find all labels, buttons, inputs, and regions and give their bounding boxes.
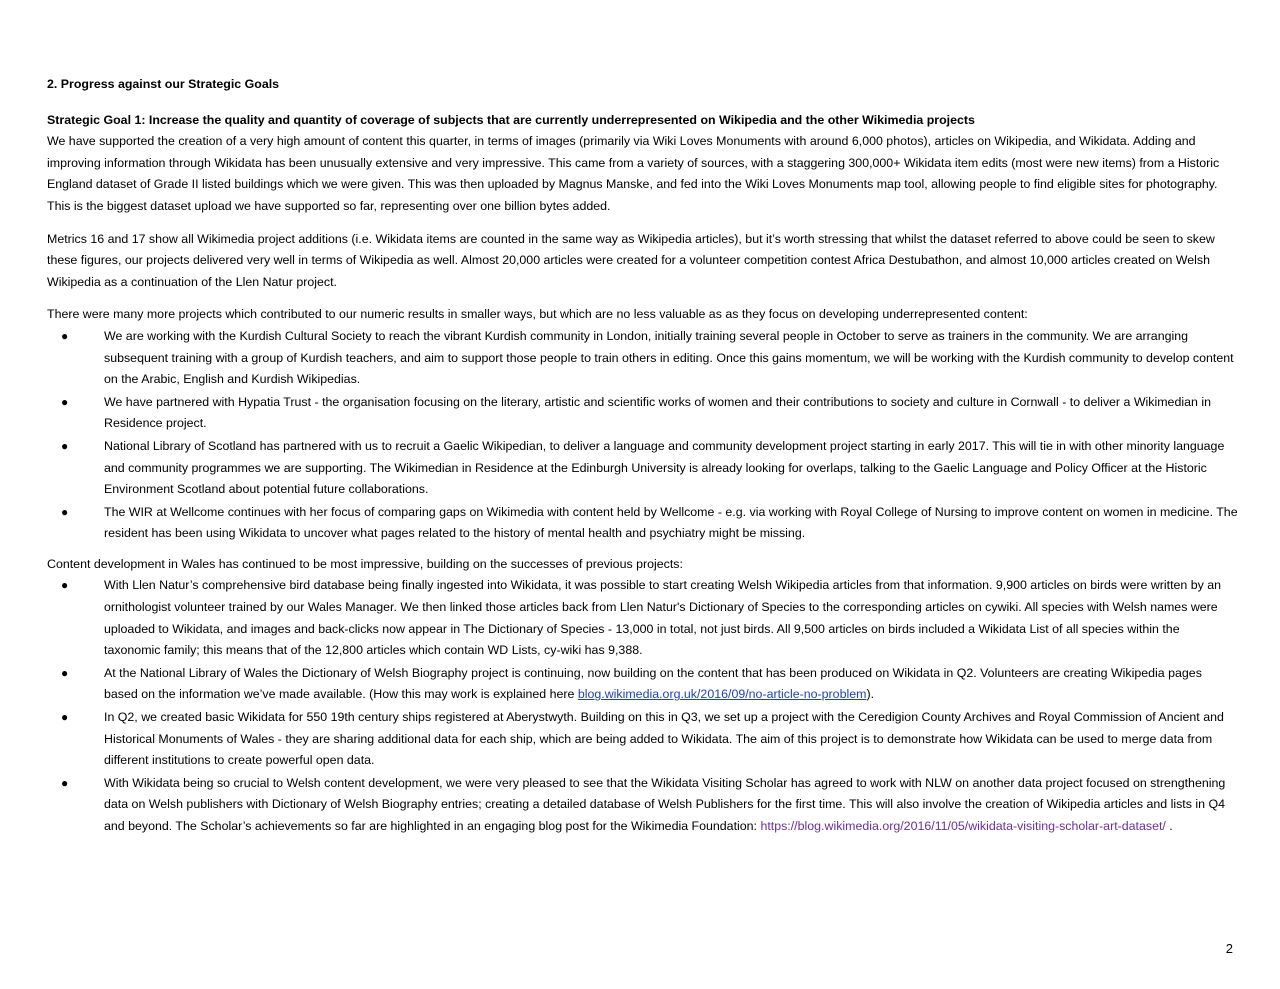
list-item-text: The WIR at Wellcome continues with her focus of comparing gaps on Wikimedia with content held by Wellcome - e.g. via working with Royal College of Nursing to improve content on women in medicine. The resident has been using Wikidata to uncover what pages related to the history of mental health and psychiatry might be missing. bbox=[104, 504, 1238, 541]
bullet-icon: ● bbox=[61, 578, 69, 593]
list-item-text: We are working with the Kurdish Cultural Society to reach the vibrant Kurdish community in London, initially training several people in October to serve as trainers in the community. We are arranging subsequent training with a group of Kurdish teachers, and aim to support those people to train others in editing. Once this gains momentum, we will be working with the Kurdish community to develop content on the Arabic, English and Kurdish Wikipedias. bbox=[104, 328, 1234, 387]
list-item-text: With Llen Natur’s comprehensive bird database being finally ingested into Wikidata, it was possible to start creating Welsh Wikipedia articles from that information. 9,900 articles on birds were written by an ornithologist volunteer trained by our Wales Manager. We then linked those articles back from Llen Natur's Dictionary of Species to the corresponding articles on cywiki. All species with Welsh names were uploaded to Wikidata, and images and back-clicks now appear in The Dictionary of Species - 13,000 in total, not just birds. All 9,500 articles on birds included a Wikidata List of all species within the taxonomic family; this means that of the 12,800 articles which contain WD Lists, cy-wiki has 9,388. bbox=[104, 578, 1222, 658]
section-title: 2. Progress against our Strategic Goals bbox=[47, 77, 280, 91]
list-item bbox=[47, 392, 1239, 435]
bullet-icon: ● bbox=[61, 775, 69, 790]
list-item-text: In Q2, we created basic Wikidata for 550 19th century ships registered at Aberystwyth. Building on this in Q3, we set up a project with the Ceredigion County Archives and Royal Commission of Ancient and Historical Monuments of Wales - they are sharing additional data for each ship, which are being added to Wikidata. The aim of this project is to demonstrate how Wikidata can be used to merge data from different institutions to create powerful open data. bbox=[104, 710, 1224, 768]
list-item-text-tail: ). bbox=[866, 687, 875, 702]
list-item-text: At the National Library of Wales the Dictionary of Welsh Biography project is continuing, now building on the content that has been produced on Wikidata in Q2. Volunteers are creating Wikipedia pages based on the information we’ve made available. (How this may work is explained here bbox=[104, 665, 1202, 702]
bullet-icon: ● bbox=[61, 438, 69, 453]
paragraph-wales: Content development in Wales has continued to be most impressive, building on the successes of previous projects: bbox=[47, 556, 683, 571]
goal-title: Strategic Goal 1: Increase the quality and quantity of coverage of subjects that are currently underrepresented on Wikipedia and the other Wikimedia projects bbox=[47, 112, 975, 127]
list-item bbox=[47, 707, 1239, 772]
bullet-icon: ● bbox=[61, 394, 69, 409]
document-page bbox=[47, 74, 1239, 839]
paragraph-wiki-loves-monuments: We have supported the creation of a very high amount of content this quarter, in terms of images (primarily via Wiki Loves Monuments with around 6,000 photos), articles on Wikipedia, and Wikidata. Adding and improving information through Wikidata has been unusually extensive and very impressive. This came from a variety of sources, with a staggering 300,000+ Wikidata item edits (most were new items) from a Historic England dataset of Grade II listed buildings which we were given. This was then uploaded by Magnus Manske, and fed into the Wiki Loves Monuments map tool, allowing people to find eligible sites for photography. This is the biggest dataset upload we have supported so far, representing over one billion bytes added. bbox=[47, 134, 1220, 213]
bullet-icon: ● bbox=[61, 665, 69, 680]
wales-list bbox=[47, 575, 1239, 837]
list-item-text-tail: . bbox=[1165, 819, 1173, 833]
list-item-text: We have partnered with Hypatia Trust - the organisation focusing on the literary, artistic and scientific works of women and their contributions to society and culture in Cornwall - to deliver a Wikimedian in Residence project. bbox=[104, 394, 1211, 431]
projects-list bbox=[47, 326, 1239, 545]
paragraph-metrics: Metrics 16 and 17 show all Wikimedia project additions (i.e. Wikidata items are counted in the same way as Wikipedia articles), but it’s worth stressing that whilst the dataset referred to above could be seen to skew these figures, our projects delivered very well in terms of Wikipedia as well. Almost 20,000 articles were created for a volunteer competition contest Africa Destubathon, and almost 10,000 articles created on Welsh Wikipedia as a continuation of the Llen Natur project. bbox=[47, 231, 1215, 289]
bullet-icon: ● bbox=[61, 504, 69, 519]
list-item-text: National Library of Scotland has partnered with us to recruit a Gaelic Wikipedian, to deliver a language and community development project starting in early 2017. This will tie in with other minority language and community programmes we are supporting. The Wikimedian in Residence at the Edinburgh University is already looking for overlaps, talking to the Gaelic Language and Policy Officer at the Historic Environment Scotland about potential future collaborations. bbox=[104, 438, 1225, 497]
list-item bbox=[47, 575, 1239, 661]
list-item bbox=[47, 326, 1239, 391]
spacer bbox=[47, 218, 1239, 229]
spacer bbox=[47, 293, 1239, 304]
list-item bbox=[47, 663, 1239, 706]
bullet-icon: ● bbox=[61, 328, 69, 343]
spacer bbox=[47, 96, 1239, 110]
blog-link[interactable]: blog.wikimedia.org.uk/2016/09/no-article-no-problem bbox=[577, 687, 867, 702]
page-number: 2 bbox=[1225, 941, 1233, 956]
spacer bbox=[47, 546, 1239, 554]
bullet-icon: ● bbox=[61, 710, 69, 725]
wikimedia-blog-link[interactable]: https://blog.wikimedia.org/2016/11/05/wikidata-visiting-scholar-art-dataset/ bbox=[760, 819, 1166, 833]
paragraph-more-projects: There were many more projects which contributed to our numeric results in smaller ways, but which are no less valuable as as they focus on developing underrepresented content: bbox=[47, 307, 1028, 322]
list-item bbox=[47, 502, 1239, 545]
list-item bbox=[47, 773, 1239, 838]
list-item-text: With Wikidata being so crucial to Welsh content development, we were very pleased to see that the Wikidata Visiting Scholar has agreed to work with NLW on another data project focused on strengthening data on Welsh publishers with Dictionary of Welsh Biography entries; creating a detailed database of Welsh Publishers for the first time. This will also involve the creation of Wikipedia articles and lists in Q4 and beyond. The Scholar’s achievements so far are highlighted in an engaging blog post for the Wikimedia Foundation: bbox=[104, 775, 1226, 833]
list-item bbox=[47, 436, 1239, 501]
